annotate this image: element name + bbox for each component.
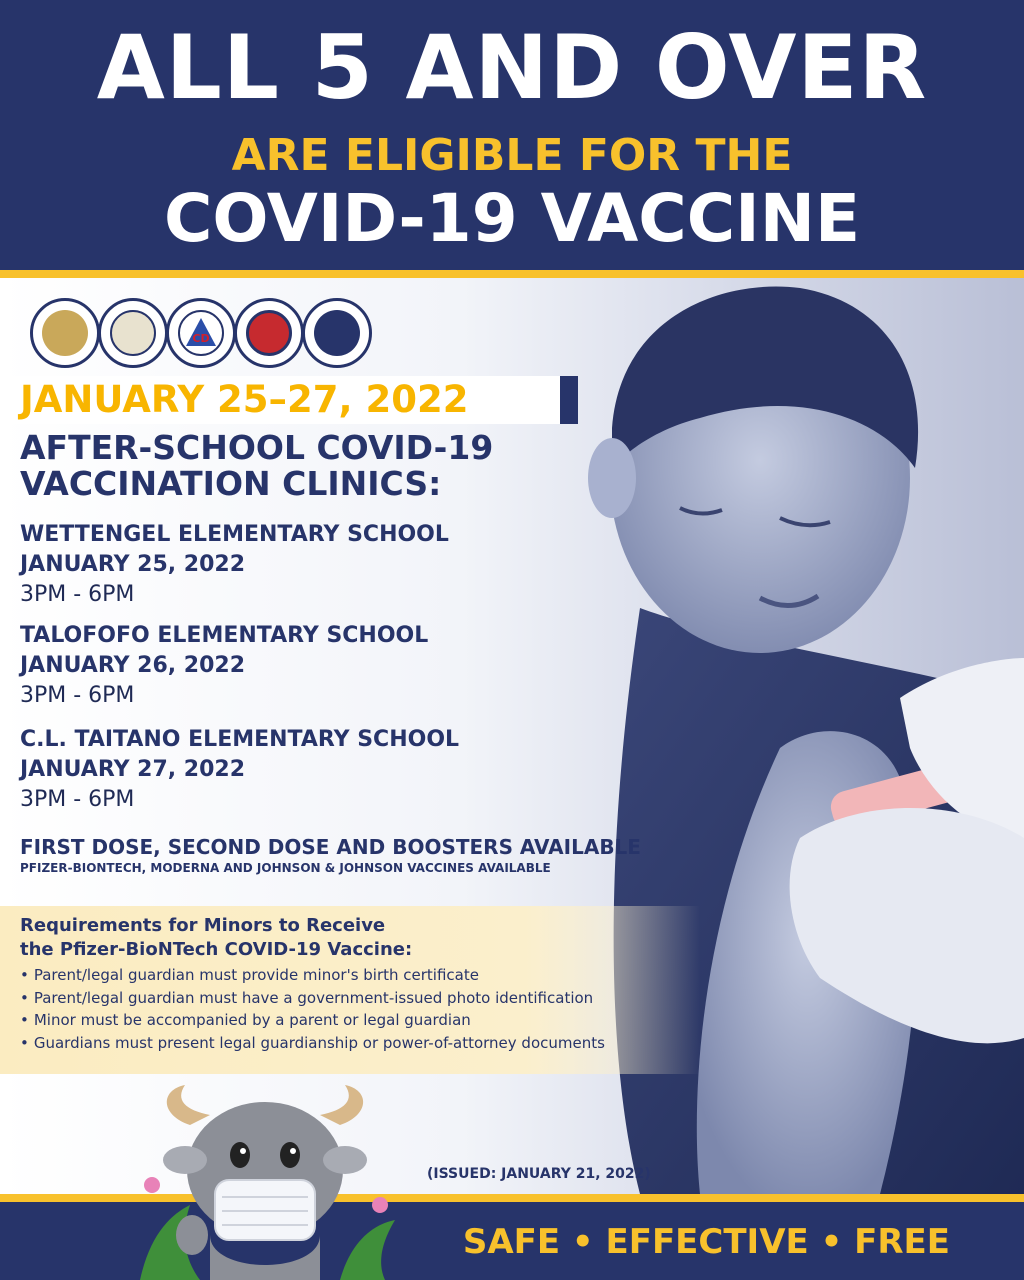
list-item: • Guardians must present legal guardianship or power-of-attorney documents [20, 1032, 605, 1055]
department-of-education-logo [302, 298, 372, 368]
homeland-security-civil-defense-logo [166, 298, 236, 368]
school-item [20, 621, 640, 711]
clinic-title [20, 430, 580, 502]
list-item: • Minor must be accompanied by a parent or legal guardian [20, 1009, 605, 1032]
headline-eligible: ARE ELIGIBLE FOR THE [231, 130, 793, 181]
header-banner [0, 0, 1024, 270]
headline-covid-vaccine: COVID-19 VACCINE [163, 180, 861, 257]
list-item: • Parent/legal guardian must have a government-issued photo identification [20, 987, 605, 1010]
school-date: JANUARY 27, 2022 [20, 757, 246, 782]
requirements-box [0, 906, 700, 1074]
school-date: JANUARY 25, 2022 [20, 552, 246, 577]
school-date: JANUARY 26, 2022 [20, 653, 246, 678]
requirements-title-line1: Requirements for Minors to Receive [20, 915, 386, 936]
headline-all-5-and-over: ALL 5 AND OVER [96, 16, 928, 119]
school-name: TALOFOFO ELEMENTARY SCHOOL [20, 623, 429, 648]
government-seal-logo [30, 298, 100, 368]
dose-info [20, 834, 720, 876]
top-gold-rule [0, 270, 1024, 278]
guam-national-guard-logo [234, 298, 304, 368]
school-item [20, 520, 640, 610]
requirements-list [20, 964, 605, 1054]
requirements-title-line2: the Pfizer-BioNTech COVID-19 Vaccine: [20, 939, 413, 960]
carabao-mascot-icon [130, 1085, 400, 1280]
requirements-title [20, 914, 412, 962]
vaccine-brands: PFIZER-BIONTECH, MODERNA AND JOHNSON & JOHNSON VACCINES AVAILABLE [20, 861, 551, 875]
school-name: WETTENGEL ELEMENTARY SCHOOL [20, 522, 449, 547]
issued-date: (ISSUED: JANUARY 21, 2022) [427, 1166, 651, 1182]
school-name: C.L. TAITANO ELEMENTARY SCHOOL [20, 727, 460, 752]
date-range: JANUARY 25–27, 2022 [20, 378, 469, 421]
school-hours: 3PM - 6PM [20, 683, 135, 708]
clinic-title-line1: AFTER-SCHOOL COVID-19 [20, 428, 494, 467]
footer-slogan: SAFE • EFFECTIVE • FREE [462, 1222, 950, 1262]
list-item: • Parent/legal guardian must provide minor's birth certificate [20, 964, 605, 987]
svg-text:CD: CD [192, 332, 210, 345]
clinic-title-line2: VACCINATION CLINICS: [20, 464, 442, 503]
main-panel [0, 278, 1024, 1194]
dose-headline: FIRST DOSE, SECOND DOSE AND BOOSTERS AVAILABLE [20, 835, 641, 859]
date-banner [0, 376, 578, 424]
school-hours: 3PM - 6PM [20, 787, 135, 812]
public-health-logo [98, 298, 168, 368]
school-item [20, 725, 640, 815]
school-hours: 3PM - 6PM [20, 582, 135, 607]
